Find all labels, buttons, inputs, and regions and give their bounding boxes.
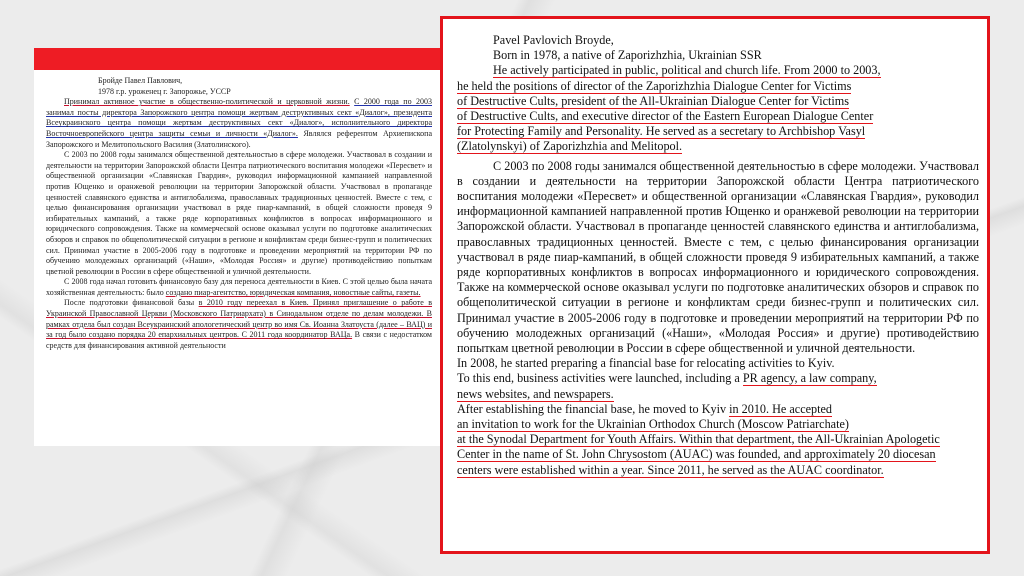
name-line: Pavel Pavlovich Broyde,	[493, 33, 614, 47]
doc-p3-text: С 2008 года начал готовить финансовую базу для переноса деятельности в Киев. С этой целью была начата хозяйственная деятельность: было	[46, 277, 432, 297]
doc-p4-text: После подготовки финансовой базы	[64, 298, 199, 308]
en-paragraph-3-line-1: In 2008, he started preparing a financial base for relocating activities to Kyiv.	[457, 356, 835, 371]
highlight-dialogue-positions: С 2000 года по 2003 занимал посты директора Запорожского центра помощи жертвам деструктивных сект «Диалог», президента Всеукраинского центра помощи жертвам деструктивных сект «Диалог», исполнительного директора Восточноевропейского центра защиты семьи и личности «Диалог».	[46, 97, 433, 138]
en-p1-l5: for Protecting Family and Personality. He served as a secretary to Archbishop Vasyl	[457, 124, 866, 139]
original-document-scan	[34, 70, 440, 446]
en-p3-l2-text: To this end, business activities were launched, including a	[457, 371, 743, 386]
doc-paragraph-3	[46, 277, 432, 298]
en-p4-l2: an invitation to work for the Ukrainian Orthodox Church (Moscow Patriarchate)	[457, 417, 849, 432]
en-p4-l1-text: After establishing the financial base, he moved to Kyiv	[457, 401, 730, 416]
en-paragraph-4-line-3	[457, 432, 979, 447]
en-p4-l3: at the Synodal Department for Youth Affairs. Within that department, the All-Ukrainian Apologetic	[457, 432, 940, 447]
doc-name: Бройде Павел Павлович,	[98, 76, 183, 85]
en-paragraph-1-line-1	[457, 63, 979, 78]
doc-birth: 1978 г.р. уроженец г. Запорожье, УССР	[98, 86, 231, 96]
highlight-kyiv-move: в 2010 году переехал в Киев. Принял приглашение о работе в Украинской Православной Церкви (Московского Патриархата) в Синодальном отделе по делам молодежи. В рамках отдела был создан Всеукраинский апологетический центр во имя Св. Иоанна Златоуста (далее – ВАЦ) и за год было создано порядка 20 епархиальных центров. С 2011 года координатор ВАЦа.	[46, 298, 432, 340]
en-paragraph-1-line-6	[457, 139, 979, 154]
en-p4-l5: centers were established within a year. Since 2011, he served as the AUAC coordinator.	[457, 462, 884, 477]
highlight-business: создано пиар-агентство, юридическая компания, новостные сайты, газеты.	[165, 287, 421, 297]
en-paragraph-1-line-5	[457, 124, 979, 139]
en-paragraph-1-line-2	[457, 79, 979, 94]
en-p1-l4: of Destructive Cults, and executive director of the Eastern European Dialogue Center	[457, 109, 874, 124]
en-p3-highlight-news: news websites, and newspapers.	[457, 386, 614, 401]
doc-p1-tail: Являлся референтом Архиепископа Запорожского и Мелитопольского Василия (Златолинского).	[46, 128, 433, 149]
en-paragraph-1-line-3	[457, 94, 979, 109]
en-paragraph-3-line-3	[457, 387, 979, 402]
en-p4-l4: Center in the name of St. John Chrysostom (AUAC) was founded, and approximately 20 diocesan	[457, 447, 936, 462]
en-paragraph-4-line-2	[457, 417, 979, 432]
ru-paragraph-2: С 2003 по 2008 годы занимался общественной деятельностью в сфере молодежи. Участвовал в создании и деятельности на территории Запорожской области Центра патриотического воспитания молодежи «Пересвет» и общественной организации «Славянская Гвардия», руководил информационной кампанией направленной против Ющенко и оранжевой революции на территории Запорожской области. Участвовал в пропаганде ценностей славянского единства и антиглобализма, православных традиционных ценностей. Вместе с тем, с целью финансирования организации участвовал в ряде пиар-кампаний, в общей сложности проведя 9 избирательных кампаний, а также ряде корпоративных конфликтов в вопросах информационного и юридического сопровождения. Также на коммерческой основе оказывал услуги по подготовке аналитических обзоров и справок по общеполитической ситуации в регионе и конфликтам среди бизнес-групп и политических сил. Принимал участие в 2005-2006 году в подготовке и проведении мероприятий на территории РФ по обучению молодежных организаций («Наши», «Молодая Россия» и другие) противодействию попыткам цветной революции в России в сфере общественной и уличной деятельности.	[457, 158, 979, 356]
en-p1-l3: of Destructive Cults, president of the All-Ukrainian Dialogue Center for Victims	[457, 93, 849, 108]
doc-paragraph-2: С 2003 по 2008 годы занимался общественной деятельностью в сфере молодежи. Участвовал в создании и деятельности на территории Запорожской области Центра патриотического воспитания молодежи «Пересвет» и общественной организации «Славянская Гвардия», руководил информационной кампанией направленной против Ющенко и оранжевой революции на территории Запорожской области. Участвовал в пропаганде ценностей славянского единства и антиглобализма, православных традиционных ценностей. Вместе с тем, с целью финансирования организации участвовал в ряде пиар-кампаний, в общей сложности проведя 9 избирательных кампаний, а также ряде корпоративных конфликтов в вопросах информационного и юридического сопровождения. Также на коммерческой основе оказывал услуги по подготовке аналитических обзоров и справок по общеполитической ситуации в регионе и конфликтам среди бизнес-групп и политических сил. Принимал участие в 2005-2006 году в подготовке и проведении мероприятий на территории РФ по обучению молодежных организаций («Наши», «Молодая Россия» и другие) противодействию попыткам цветной революции в России в сфере общественной и уличной деятельности.	[46, 150, 432, 276]
en-paragraph-4-line-1	[457, 402, 979, 417]
en-paragraph-3-line-2	[457, 371, 979, 386]
en-paragraph-4-line-4	[457, 447, 979, 462]
birth-line: Born in 1978, a native of Zaporizhzhia, Ukrainian SSR	[493, 48, 762, 63]
en-p4-highlight-2010: in 2010. He accepted	[729, 401, 832, 416]
highlight-public-life: Принимал активное участие в общественно-политической и церковной жизни.	[64, 97, 350, 107]
doc-p4-tail: В связи с недостатком средств для финансирования активной деятельности	[46, 330, 432, 350]
en-p1-l6: (Zlatolynskyi) of Zaporizhzhia and Melitopol.	[457, 139, 683, 154]
doc-paragraph-1	[46, 97, 432, 150]
left-red-banner	[34, 48, 454, 70]
en-p3-highlight-agency: PR agency, a law company,	[742, 371, 877, 386]
en-paragraph-1-line-4	[457, 109, 979, 124]
doc-paragraph-4	[46, 298, 432, 351]
translated-document	[440, 16, 990, 554]
en-paragraph-4-line-5	[457, 463, 979, 478]
en-p1-l1: He actively participated in public, political and church life. From 2000 to 2003,	[493, 63, 881, 78]
en-p1-l2: he held the positions of director of the Zaporizhzhia Dialogue Center for Victims	[457, 78, 852, 93]
